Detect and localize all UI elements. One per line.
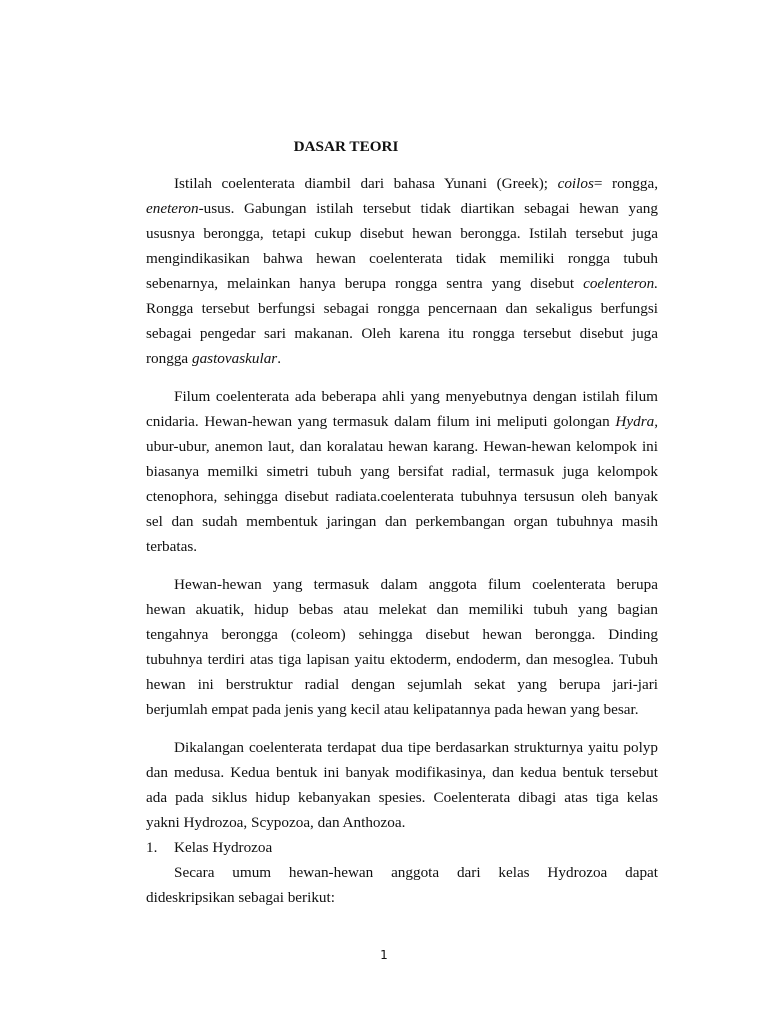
- p2-line-5: ctenophora, sehingga disebut radiata.coelenterata tubuhnya tersusun oleh banyak: [146, 488, 658, 505]
- p1-line-7: sebagai pengedar sari makanan. Oleh karena itu rongga tersebut disebut juga: [146, 325, 658, 342]
- p3-line-6: berjumlah empat pada jenis yang kecil atau kelipatannya pada hewan yang besar.: [146, 701, 639, 718]
- p2-line-4: biasanya memilki simetri tubuh yang bersifat radial, termasuk juga kelompok: [146, 463, 658, 480]
- p1-line-8: rongga gastovaskular.: [146, 350, 281, 367]
- list-number: 1.: [146, 839, 158, 856]
- p2-line-3: ubur-ubur, anemon laut, dan koralatau hewan karang. Hewan-hewan kelompok ini: [146, 438, 658, 455]
- p2-line-7: terbatas.: [146, 538, 198, 555]
- p2-line-6: sel dan sudah membentuk jaringan dan perkembangan organ tubuhnya masih: [146, 513, 658, 530]
- p3-line-1: Hewan-hewan yang termasuk dalam anggota filum coelenterata berupa: [174, 576, 658, 593]
- p1-line-2: eneteron-usus. Gabungan istilah tersebut tidak diartikan sebagai hewan yang: [146, 200, 658, 217]
- p4-line-1: Dikalangan coelenterata terdapat dua tipe berdasarkan strukturnya yaitu polyp: [174, 739, 658, 756]
- p3-line-2: hewan akuatik, hidup bebas atau melekat dan memiliki tubuh yang bagian: [146, 601, 658, 618]
- p4-line-2: dan medusa. Kedua bentuk ini banyak modifikasinya, dan kedua bentuk tersebut: [146, 764, 658, 781]
- list-label: Kelas Hydrozoa: [174, 839, 273, 856]
- p1-line-6: Rongga tersebut berfungsi sebagai rongga pencernaan dan sekaligus berfungsi: [146, 300, 658, 317]
- p3-line-4: tubuhnya terdiri atas tiga lapisan yaitu ektoderm, endoderm, dan mesoglea. Tubuh: [146, 651, 658, 668]
- p2-line-2: cnidaria. Hewan-hewan yang termasuk dalam filum ini meliputi golongan Hydra,: [146, 413, 658, 430]
- p1-line-4: mengindikasikan bahwa hewan coelenterata tidak memiliki rongga tubuh: [146, 250, 658, 267]
- p2-line-1: Filum coelenterata ada beberapa ahli yang menyebutnya dengan istilah filum: [174, 388, 658, 405]
- p1-line-5: sebenarnya, melainkan hanya berupa rongga sentra yang disebut coelenteron.: [146, 275, 658, 292]
- p5-line-1: Secara umum hewan-hewan anggota dari kelas Hydrozoa dapat: [174, 864, 658, 881]
- p3-line-5: hewan ini berstruktur radial dengan sejumlah sekat yang berupa jari-jari: [146, 676, 658, 693]
- p4-line-4: yakni Hydrozoa, Scypozoa, dan Anthozoa.: [146, 814, 406, 831]
- p1-line-1: Istilah coelenterata diambil dari bahasa Yunani (Greek); coilos= rongga,: [174, 175, 658, 192]
- p5-line-2: dideskripsikan sebagai berikut:: [146, 889, 335, 906]
- page-number: 1: [380, 948, 388, 962]
- p1-line-3: ususnya berongga, tetapi cukup disebut hewan berongga. Istilah tersebut juga: [146, 225, 658, 242]
- page-title: DASAR TEORI: [293, 138, 399, 155]
- p4-line-3: ada pada siklus hidup kebanyakan spesies. Coelenterata dibagi atas tiga kelas: [146, 789, 658, 806]
- p3-line-3: tengahnya berongga (coleom) sehingga disebut hewan berongga. Dinding: [146, 626, 658, 643]
